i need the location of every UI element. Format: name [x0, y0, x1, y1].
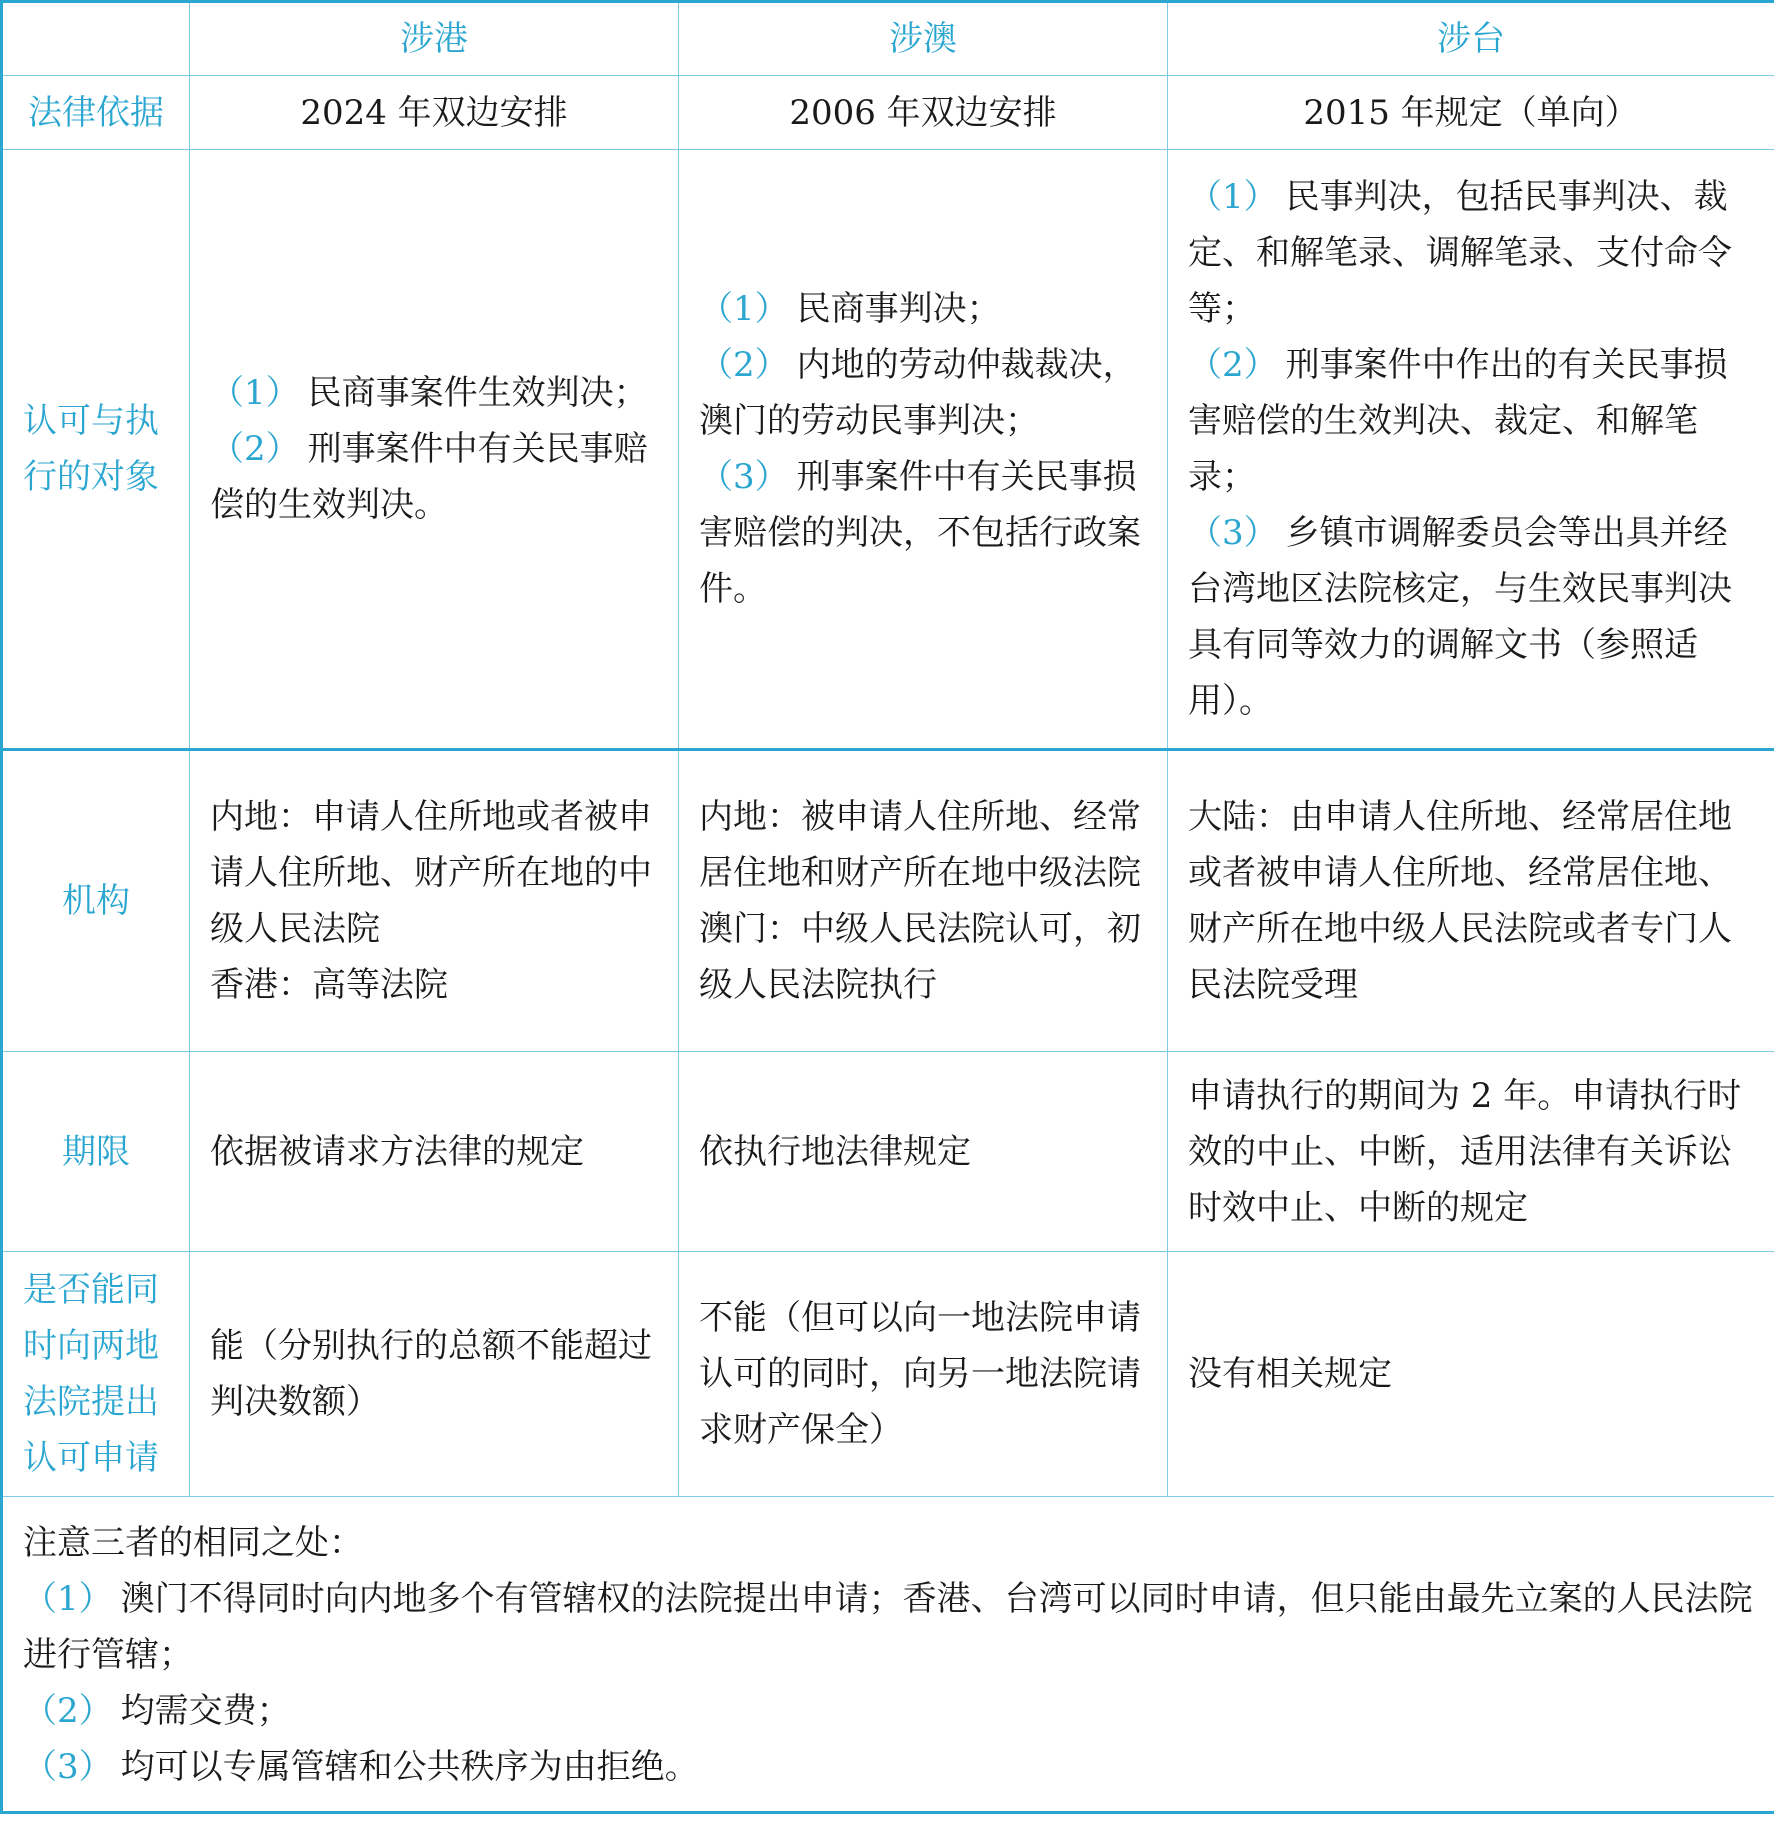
- cell-dual-hk: 能（分别执行的总额不能超过判决数额）: [190, 1252, 679, 1497]
- list-item: （2） 刑事案件中有关民事赔偿的生效判决。: [210, 429, 648, 525]
- cell-institution-hk: 内地：申请人住所地或者被申请人住所地、财产所在地的中级人民法院 香港：高等法院: [190, 750, 679, 1052]
- col-header-hk: 涉港: [190, 2, 679, 76]
- row-label-institution: 机构: [2, 750, 190, 1052]
- col-header-macao: 涉澳: [679, 2, 1168, 76]
- cell-object-taiwan: [1168, 150, 1774, 750]
- cell-object-macao: [679, 150, 1168, 750]
- note-cell: [2, 1497, 1774, 1813]
- row-dual-application: [2, 1252, 1774, 1497]
- list-item: （3） 乡镇市调解委员会等出具并经台湾地区法院核定，与生效民事判决具有同等效力的调解文书（参照适用）。: [1188, 513, 1732, 721]
- row-note: [2, 1497, 1774, 1813]
- row-label-time-limit: 期限: [2, 1052, 190, 1252]
- cell-basis-taiwan: 2015 年规定（单向）: [1168, 76, 1774, 150]
- row-recognition-object: [2, 150, 1774, 750]
- cell-term-taiwan: 申请执行的期间为 2 年。申请执行时效的中止、中断，适用法律有关诉讼时效中止、中断的规定: [1168, 1052, 1774, 1252]
- corner-cell: [2, 2, 190, 76]
- list-item: （2） 刑事案件中作出的有关民事损害赔偿的生效判决、裁定、和解笔录；: [1188, 345, 1728, 497]
- list-item: （1） 民事判决，包括民事判决、裁定、和解笔录、调解笔录、支付命令等；: [1188, 177, 1732, 329]
- row-institution: [2, 750, 1774, 1052]
- list-item: （2） 内地的劳动仲裁裁决，澳门的劳动民事判决；: [699, 345, 1137, 441]
- row-label-dual-application: 是否能同时向两地法院提出认可申请: [2, 1252, 190, 1497]
- cell-dual-taiwan: 没有相关规定: [1168, 1252, 1774, 1497]
- cell-object-hk: [190, 150, 679, 750]
- cell-term-macao: 依执行地法律规定: [679, 1052, 1168, 1252]
- row-label-legal-basis: 法律依据: [2, 76, 190, 150]
- row-legal-basis: [2, 76, 1774, 150]
- list-item: （1） 民商事案件生效判决；: [210, 373, 648, 413]
- list-item: （1） 民商事判决；: [699, 289, 1001, 329]
- cell-dual-macao: 不能（但可以向一地法院申请认可的同时，向另一地法院请求财产保全）: [679, 1252, 1168, 1497]
- list-item: （2） 均需交费；: [23, 1691, 291, 1731]
- col-header-taiwan: 涉台: [1168, 2, 1774, 76]
- cell-institution-macao: 内地：被申请人住所地、经常居住地和财产所在地中级法院 澳门：中级人民法院认可，初级人民法院执行: [679, 750, 1168, 1052]
- cell-institution-taiwan: 大陆：由申请人住所地、经常居住地或者被申请人住所地、经常居住地、财产所在地中级人民法院或者专门人民法院受理: [1168, 750, 1774, 1052]
- header-row: [2, 2, 1774, 76]
- list-item: （3） 刑事案件中有关民事损害赔偿的判决，不包括行政案件。: [699, 457, 1141, 609]
- cell-basis-hk: 2024 年双边安排: [190, 76, 679, 150]
- list-item: （3） 均可以专属管辖和公共秩序为由拒绝。: [23, 1747, 699, 1787]
- cell-term-hk: 依据被请求方法律的规定: [190, 1052, 679, 1252]
- list-item: （1） 澳门不得同时向内地多个有管辖权的法院提出申请；香港、台湾可以同时申请，但只能由最先立案的人民法院进行管辖；: [23, 1579, 1753, 1675]
- row-time-limit: [2, 1052, 1774, 1252]
- cell-basis-macao: 2006 年双边安排: [679, 76, 1168, 150]
- row-label-recognition-object: 认可与执行的对象: [2, 150, 190, 750]
- note-title: 注意三者的相同之处：: [23, 1523, 363, 1563]
